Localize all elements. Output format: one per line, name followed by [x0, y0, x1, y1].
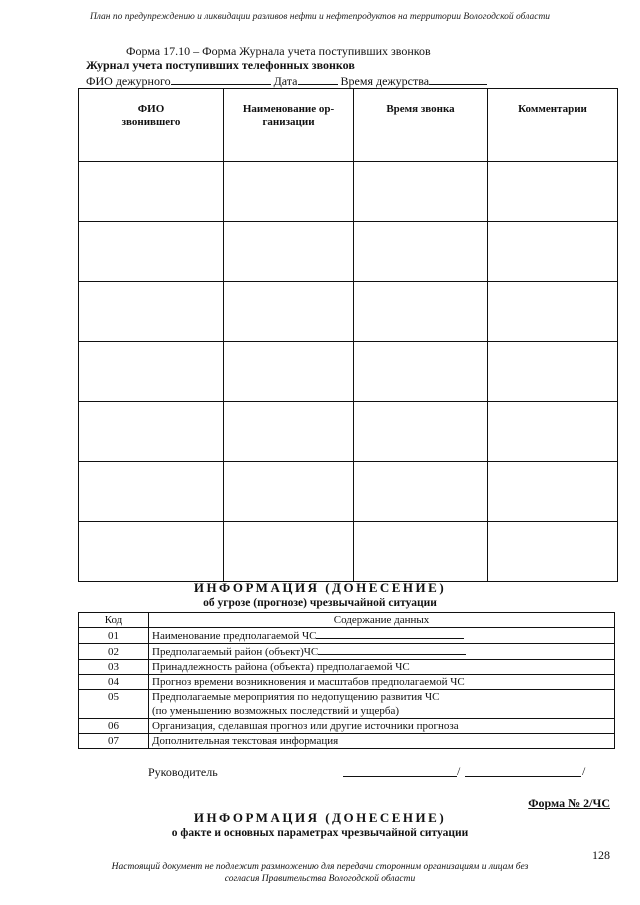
- table-cell[interactable]: [79, 282, 224, 342]
- table-cell[interactable]: [79, 522, 224, 582]
- table-cell[interactable]: [224, 162, 354, 222]
- threat-info-subtitle: об угрозе (прогнозе) чрезвычайной ситуации: [203, 597, 437, 609]
- threat-info-table: [78, 612, 615, 749]
- row-code: 02: [79, 644, 149, 660]
- row-code: 06: [79, 719, 149, 734]
- duty-time-label: Время дежурства: [340, 74, 430, 88]
- table-row: [79, 675, 615, 690]
- page-number: 128: [592, 848, 610, 862]
- document-header-note: План по предупреждению и ликвидации разливов нефти и нефтепродуктов на территории Вологодской области: [89, 12, 551, 22]
- row-content: Предполагаемые мероприятия по недопущению развития ЧС (по уменьшению возможных последствий и ущерба): [149, 690, 615, 719]
- fill-line[interactable]: [318, 644, 466, 655]
- row-content: Организация, сделавшая прогноз или другие источники прогноза: [149, 719, 615, 734]
- journal-header-row: [79, 89, 618, 162]
- table-cell[interactable]: [354, 462, 488, 522]
- table-row: [79, 522, 618, 582]
- column-header-call-time: Время звонка: [354, 89, 488, 162]
- table-cell[interactable]: [488, 402, 618, 462]
- table-row: [79, 222, 618, 282]
- call-journal-table: [78, 88, 618, 582]
- director-label: Руководитель: [148, 765, 218, 779]
- next-form-number: Форма № 2/ЧС: [528, 796, 610, 810]
- row-code: 03: [79, 660, 149, 675]
- signature-field[interactable]: [343, 776, 457, 777]
- signature-slash: /: [457, 764, 461, 778]
- table-cell[interactable]: [224, 522, 354, 582]
- column-header-caller: ФИО звонившего: [79, 89, 224, 162]
- table-cell[interactable]: [224, 222, 354, 282]
- table-cell[interactable]: [354, 522, 488, 582]
- row-content: Наименование предполагаемой ЧС: [149, 628, 615, 644]
- table-cell[interactable]: [224, 462, 354, 522]
- row-code: 05: [79, 690, 149, 719]
- duty-fio-field: [171, 73, 271, 85]
- table-row: [79, 462, 618, 522]
- table-row: [79, 690, 615, 719]
- duty-info-line: [86, 73, 487, 89]
- date-label: Дата: [273, 74, 298, 88]
- table-row: [79, 660, 615, 675]
- table-row: [79, 162, 618, 222]
- table-cell[interactable]: [79, 402, 224, 462]
- signature-name-field[interactable]: [465, 776, 581, 777]
- form-title: Форма 17.10 – Форма Журнала учета поступивших звонков: [126, 44, 431, 58]
- table-cell[interactable]: [224, 342, 354, 402]
- row-content: Принадлежность района (объекта) предполагаемой ЧС: [149, 660, 615, 675]
- fact-info-subtitle: о факте и основных параметрах чрезвычайной ситуации: [171, 827, 469, 839]
- table-cell[interactable]: [354, 162, 488, 222]
- fill-line[interactable]: [316, 628, 464, 639]
- table-cell[interactable]: [488, 282, 618, 342]
- row-content: Предполагаемый район (объект)ЧС: [149, 644, 615, 660]
- table-row: [79, 282, 618, 342]
- table-cell[interactable]: [354, 342, 488, 402]
- table-cell[interactable]: [488, 162, 618, 222]
- table-cell[interactable]: [79, 162, 224, 222]
- table-row: [79, 734, 615, 749]
- content-column-header: Содержание данных: [149, 613, 615, 628]
- row-code: 07: [79, 734, 149, 749]
- row-code: 04: [79, 675, 149, 690]
- table-cell[interactable]: [354, 402, 488, 462]
- table-cell[interactable]: [488, 342, 618, 402]
- row-content: Дополнительная текстовая информация: [149, 734, 615, 749]
- fact-info-title: ИНФОРМАЦИЯ (ДОНЕСЕНИЕ): [193, 810, 447, 825]
- journal-title: Журнал учета поступивших телефонных звонков: [86, 58, 355, 72]
- duty-fio-label: ФИО дежурного: [86, 74, 171, 88]
- signature-slash-end: /: [582, 764, 586, 778]
- codes-header-row: [79, 613, 615, 628]
- table-cell[interactable]: [488, 222, 618, 282]
- duty-time-field: [429, 73, 487, 85]
- table-cell[interactable]: [488, 462, 618, 522]
- footer-note: Настоящий документ не подлежит размножению для передачи сторонним организациям и лицам без согласия Правительства Вологодской области: [111, 862, 529, 884]
- row-content: Прогноз времени возникновения и масштабов предполагаемой ЧС: [149, 675, 615, 690]
- table-cell[interactable]: [79, 342, 224, 402]
- column-header-organization: Наименование ор-ганизации: [224, 89, 354, 162]
- date-field: [298, 73, 338, 85]
- table-row: [79, 719, 615, 734]
- table-cell[interactable]: [79, 462, 224, 522]
- table-cell[interactable]: [79, 222, 224, 282]
- table-row: [79, 644, 615, 660]
- table-cell[interactable]: [224, 402, 354, 462]
- table-cell[interactable]: [354, 222, 488, 282]
- table-row: [79, 402, 618, 462]
- code-column-header: Код: [79, 613, 149, 628]
- threat-info-title: ИНФОРМАЦИЯ (ДОНЕСЕНИЕ): [193, 580, 447, 595]
- table-row: [79, 628, 615, 644]
- table-cell[interactable]: [488, 522, 618, 582]
- row-code: 01: [79, 628, 149, 644]
- table-cell[interactable]: [224, 282, 354, 342]
- table-row: [79, 342, 618, 402]
- column-header-comments: Комментарии: [488, 89, 618, 162]
- table-cell[interactable]: [354, 282, 488, 342]
